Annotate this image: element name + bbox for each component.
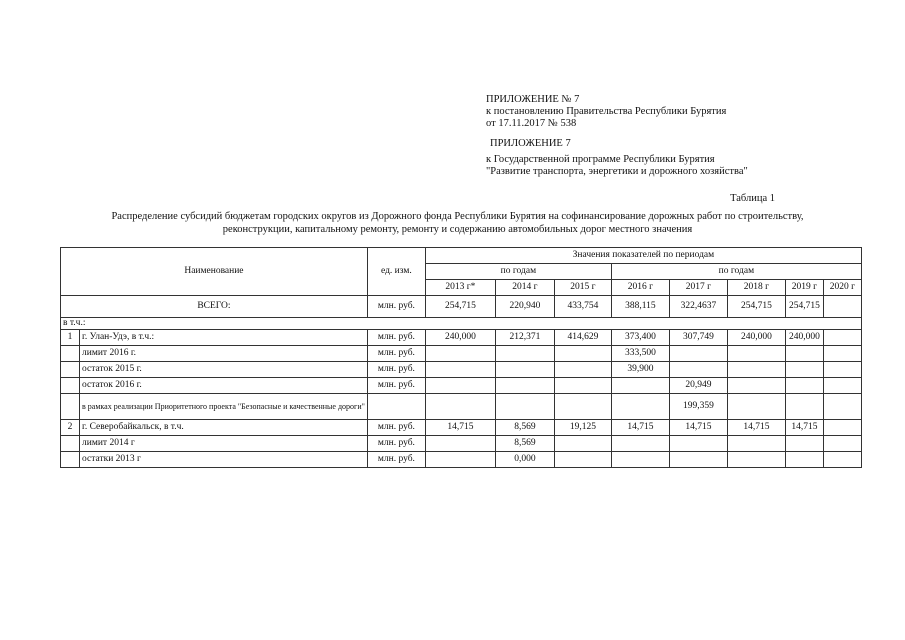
appendix-header-decree [486, 94, 726, 130]
total-value: 254,715 [727, 296, 785, 318]
row-value: 212,371 [495, 330, 554, 346]
row-value: 8,569 [495, 420, 554, 436]
row-number [61, 452, 80, 468]
row-value [669, 362, 727, 378]
row-value [554, 436, 611, 452]
row-unit: млн. руб. [367, 378, 425, 394]
row-value: 414,629 [554, 330, 611, 346]
row-value [425, 346, 495, 362]
row-value [554, 394, 611, 420]
row-value [823, 452, 861, 468]
total-row [61, 296, 862, 318]
total-value: 254,715 [425, 296, 495, 318]
row-value: 39,900 [611, 362, 669, 378]
table-row [61, 378, 862, 394]
row-unit: млн. руб. [367, 346, 425, 362]
row-value [554, 362, 611, 378]
total-value [823, 296, 861, 318]
total-value: 220,940 [495, 296, 554, 318]
row-name: остатки 2013 г [80, 452, 368, 468]
appendix-decree-date: от 17.11.2017 № 538 [486, 118, 577, 129]
row-value [669, 436, 727, 452]
row-name: г. Улан-Удэ, в т.ч.: [80, 330, 368, 346]
row-value [495, 362, 554, 378]
row-value [727, 378, 785, 394]
row-value [669, 452, 727, 468]
row-unit: млн. руб. [367, 330, 425, 346]
total-value: 254,715 [785, 296, 823, 318]
row-value [727, 346, 785, 362]
row-value: 0,000 [495, 452, 554, 468]
document-title-line-2: реконструкции, капитальному ремонту, ремонту и содержанию автомобильных дорог местного значения [222, 223, 693, 235]
row-value [823, 378, 861, 394]
row-value [785, 378, 823, 394]
table-row [61, 394, 862, 420]
row-unit [367, 394, 425, 420]
row-value [425, 378, 495, 394]
row-value [823, 346, 861, 362]
appendix-program-ref: к Государственной программе Республики Бурятия [486, 154, 715, 165]
row-value [554, 378, 611, 394]
row-value: 240,000 [425, 330, 495, 346]
appendix-program-name: "Развитие транспорта, энергетики и дорожного хозяйства" [486, 166, 748, 177]
appendix-decree-ref: к постановлению Правительства Республики Бурятия [486, 106, 727, 117]
row-name: остаток 2016 г. [80, 378, 368, 394]
vtch-row [61, 318, 862, 330]
row-value [727, 362, 785, 378]
header-year: 2018 г [727, 280, 785, 296]
row-value: 373,400 [611, 330, 669, 346]
appendix-title-2: ПРИЛОЖЕНИЕ 7 [490, 138, 571, 149]
header-unit: ед. изм. [367, 248, 425, 296]
row-unit: млн. руб. [367, 420, 425, 436]
total-value: 433,754 [554, 296, 611, 318]
row-name: в рамках реализации Приоритетного проекта "Безопасные и качественные дороги" [80, 394, 368, 420]
header-by-years-2: по годам [611, 264, 861, 280]
total-label: ВСЕГО: [61, 296, 368, 318]
row-name: г. Северобайкальск, в т.ч. [80, 420, 368, 436]
row-value [495, 346, 554, 362]
table-row [61, 346, 862, 362]
row-value [785, 394, 823, 420]
row-value [785, 362, 823, 378]
table-row [61, 420, 862, 436]
header-year: 2019 г [785, 280, 823, 296]
row-value [823, 330, 861, 346]
row-value [823, 394, 861, 420]
row-name: лимит 2016 г. [80, 346, 368, 362]
row-value [611, 378, 669, 394]
row-value: 199,359 [669, 394, 727, 420]
row-value [495, 378, 554, 394]
header-year: 2013 г* [425, 280, 495, 296]
row-value: 240,000 [727, 330, 785, 346]
header-year: 2020 г [823, 280, 861, 296]
row-number [61, 436, 80, 452]
row-unit: млн. руб. [367, 362, 425, 378]
table-row [61, 452, 862, 468]
appendix-title: ПРИЛОЖЕНИЕ № 7 [486, 94, 580, 105]
row-value [823, 436, 861, 452]
row-value [425, 436, 495, 452]
row-value [823, 362, 861, 378]
header-year: 2017 г [669, 280, 727, 296]
row-value [495, 394, 554, 420]
row-value [611, 436, 669, 452]
subsidy-table [60, 247, 862, 468]
header-year: 2014 г [495, 280, 554, 296]
row-name: остаток 2015 г. [80, 362, 368, 378]
row-value [785, 452, 823, 468]
header-values: Значения показателей по периодам [425, 248, 861, 264]
header-year: 2016 г [611, 280, 669, 296]
table-row [61, 362, 862, 378]
header-name: Наименование [61, 248, 368, 296]
row-value [554, 346, 611, 362]
row-unit: млн. руб. [367, 436, 425, 452]
document-title-line-1: Распределение субсидий бюджетам городских округов из Дорожного фонда Республики Бурятия на софинансирование дорожных работ по строительству, [111, 211, 804, 222]
row-value: 14,715 [669, 420, 727, 436]
row-value: 19,125 [554, 420, 611, 436]
row-value [611, 452, 669, 468]
row-value: 8,569 [495, 436, 554, 452]
row-value [823, 420, 861, 436]
row-value: 240,000 [785, 330, 823, 346]
row-value [554, 452, 611, 468]
row-number [61, 362, 80, 378]
row-value [425, 394, 495, 420]
document-title [60, 211, 855, 236]
table-header-row-1 [61, 248, 862, 264]
row-value [785, 346, 823, 362]
total-value: 388,115 [611, 296, 669, 318]
total-value: 322,4637 [669, 296, 727, 318]
row-number: 2 [61, 420, 80, 436]
row-name: лимит 2014 г [80, 436, 368, 452]
row-number [61, 378, 80, 394]
header-by-years-1: по годам [425, 264, 611, 280]
row-value [425, 452, 495, 468]
row-value [727, 394, 785, 420]
row-number [61, 346, 80, 362]
row-value: 14,715 [785, 420, 823, 436]
row-number: 1 [61, 330, 80, 346]
subsidy-table-body [61, 248, 862, 468]
vtch-label: в т.ч.: [61, 318, 862, 330]
total-unit: млн. руб. [367, 296, 425, 318]
table-row [61, 330, 862, 346]
header-year: 2015 г [554, 280, 611, 296]
appendix-header-program [486, 138, 748, 178]
row-value [425, 362, 495, 378]
row-value: 14,715 [611, 420, 669, 436]
table-number: Таблица 1 [730, 193, 775, 204]
row-value [727, 452, 785, 468]
row-value [785, 436, 823, 452]
row-unit: млн. руб. [367, 452, 425, 468]
row-value [611, 394, 669, 420]
row-value [727, 436, 785, 452]
table-row [61, 436, 862, 452]
row-value: 333,500 [611, 346, 669, 362]
row-value: 307,749 [669, 330, 727, 346]
row-number [61, 394, 80, 420]
row-value: 14,715 [727, 420, 785, 436]
row-value: 14,715 [425, 420, 495, 436]
row-value [669, 346, 727, 362]
row-value: 20,949 [669, 378, 727, 394]
